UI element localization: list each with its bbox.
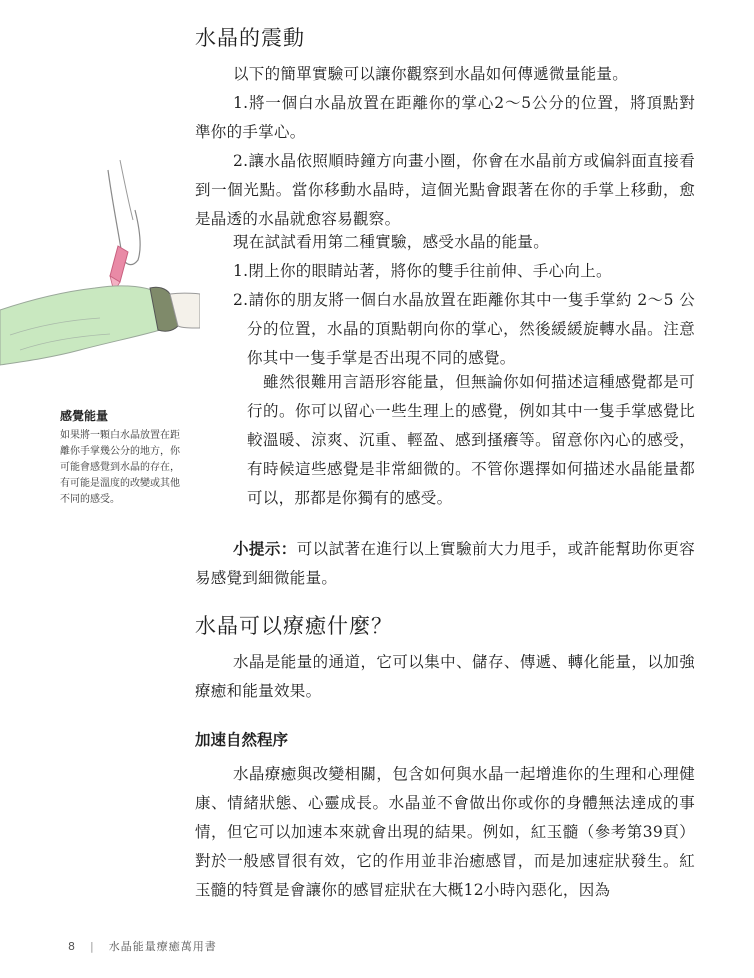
page-number: 8 [68, 940, 76, 953]
paragraph: 1.將一個白水晶放置在距離你的掌心2～5公分的位置，將頂點對準你的手掌心。 [195, 94, 695, 141]
paragraph: 水晶療癒與改變相關，包含如何與水晶一起增進你的生理和心理健康、情緒狀態、心靈成長。水晶並不會做出你或你的身體無法達成的事情，但它可以加速本來就會出現的結果。例如，紅玉髓（參考第39頁）對於一般感冒很有效，它的作用並非治癒感冒，而是加速症狀發生。紅玉髓的特質是會讓你的感冒症狀在大概12小時內惡化，因為 [195, 765, 695, 899]
paragraph: 1.閉上你的眼睛站著，將你的雙手往前伸、手心向上。 [233, 262, 612, 280]
footer-separator: | [90, 940, 95, 953]
section-title: 水晶可以療癒什麼？ [195, 614, 393, 638]
paragraph: 現在試試看用第二種實驗，感受水晶的能量。 [233, 233, 550, 251]
crystal-icon [110, 246, 128, 282]
paragraph: 雖然很難用言語形容能量，但無論你如何描述這種感覺都是可行的。你可以留心一些生理上的感覺，例如其中一隻手掌感覺比較溫暖、涼爽、沉重、輕盈、感到搔癢等。留意你內心的感受，有時候這些感覺是非常細微的。不管你選擇如何描述水晶能量都可以，那都是你獨有的感受。 [247, 373, 695, 507]
paragraph: 以下的簡單實驗可以讓你觀察到水晶如何傳遞微量能量。 [233, 65, 629, 83]
section-title: 水晶的震動 [195, 26, 305, 50]
hand-outline [120, 160, 133, 220]
hand-crystal-illustration [0, 160, 200, 390]
palm-shape [0, 286, 160, 365]
paragraph: 2.讓水晶依照順時鐘方向畫小圈，你會在水晶前方或偏斜面直接看到一個光點。當你移動水晶時，這個光點會跟著在你的手掌上移動，愈是晶透的水晶就愈容易觀察。 [195, 152, 695, 228]
tip-label: 小提示： [233, 540, 297, 558]
sidebar-text: 如果將一顆白水晶放置在距離你手掌幾公分的地方，你可能會感覺到水晶的存在，有可能是溫度的改變或其他不同的感受。 [60, 430, 180, 505]
book-title: 水晶能量療癒萬用書 [108, 940, 217, 953]
paragraph: 2.請你的朋友將一個白水晶放置在距離你其中一隻手掌約 2～5 公分的位置，水晶的頂點朝向你的掌心，然後緩緩旋轉水晶。注意你其中一隻手掌是否出現不同的感覺。 [233, 291, 695, 367]
page-footer [68, 938, 217, 954]
paragraph: 水晶是能量的通道，它可以集中、儲存、傳遞、轉化能量，以加強療癒和能量效果。 [195, 653, 695, 700]
tip-text: 可以試著在進行以上實驗前大力甩手，或許能幫助你更容易感覺到細微能量。 [195, 540, 695, 587]
subsection-title: 加速自然程序 [195, 731, 289, 749]
tip-paragraph [195, 535, 695, 593]
sidebar-title: 感覺能量 [60, 409, 109, 423]
